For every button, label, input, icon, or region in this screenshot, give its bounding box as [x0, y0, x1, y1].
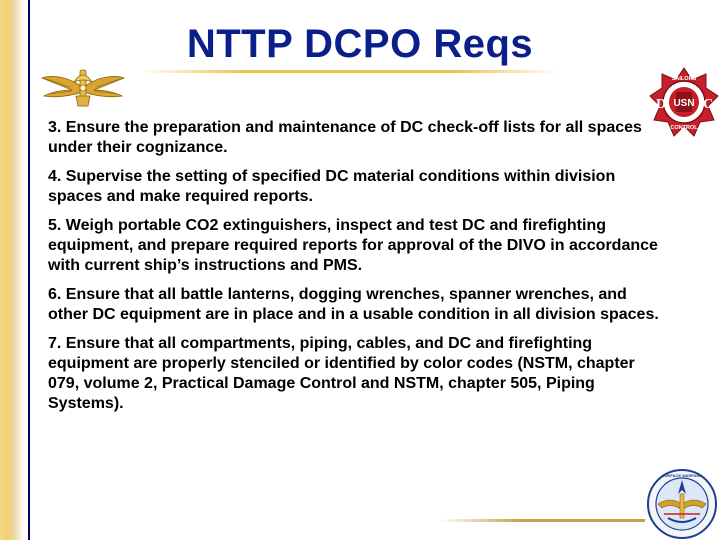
left-blue-rule: [28, 0, 30, 540]
dc-logo-top-text: SAILORS: [671, 76, 697, 82]
list-item: 5. Weigh portable CO2 extinguishers, inspect and test DC and firefighting equipment, and prepare required reports for approval of the DIVO in accordance with current ship’s instructions and PMS.: [48, 217, 658, 274]
list-item: 7. Ensure that all compartments, piping, cables, and DC and firefighting equipment are properly stenciled or identified by color codes (NSTM, chapter 079, volume 2, Practical Damage Control and NSTM, chapter 505, Piping Systems).: [48, 335, 635, 412]
seal-text: SURFACE WARFARE: [661, 473, 703, 478]
bottom-gold-rule: [440, 519, 645, 522]
requirements-list: [48, 118, 660, 423]
dc-logo-letter-d: D: [655, 97, 667, 112]
list-item: 3. Ensure the preparation and maintenance of DC check-off lists for all spaces under their cognizance.: [48, 119, 642, 156]
dc-logo-bottom-text: CONTROL: [670, 125, 698, 131]
list-item: 6. Ensure that all battle lanterns, dogging wrenches, spanner wrenches, and other DC equipment are in place and in a usable condition in all division spaces.: [48, 286, 659, 323]
list-item: 4. Supervise the setting of specified DC material conditions within division spaces and make required reports.: [48, 168, 616, 205]
left-gold-bar: [0, 0, 24, 540]
dc-logo-usn: USN: [673, 98, 695, 109]
warfare-pin-icon: [40, 66, 126, 110]
slide-title: NTTP DCPO Reqs: [186, 22, 534, 66]
surface-warfare-seal: [646, 468, 718, 540]
dc-logo-letter-c: C: [702, 97, 714, 112]
title-underline: [140, 70, 560, 73]
